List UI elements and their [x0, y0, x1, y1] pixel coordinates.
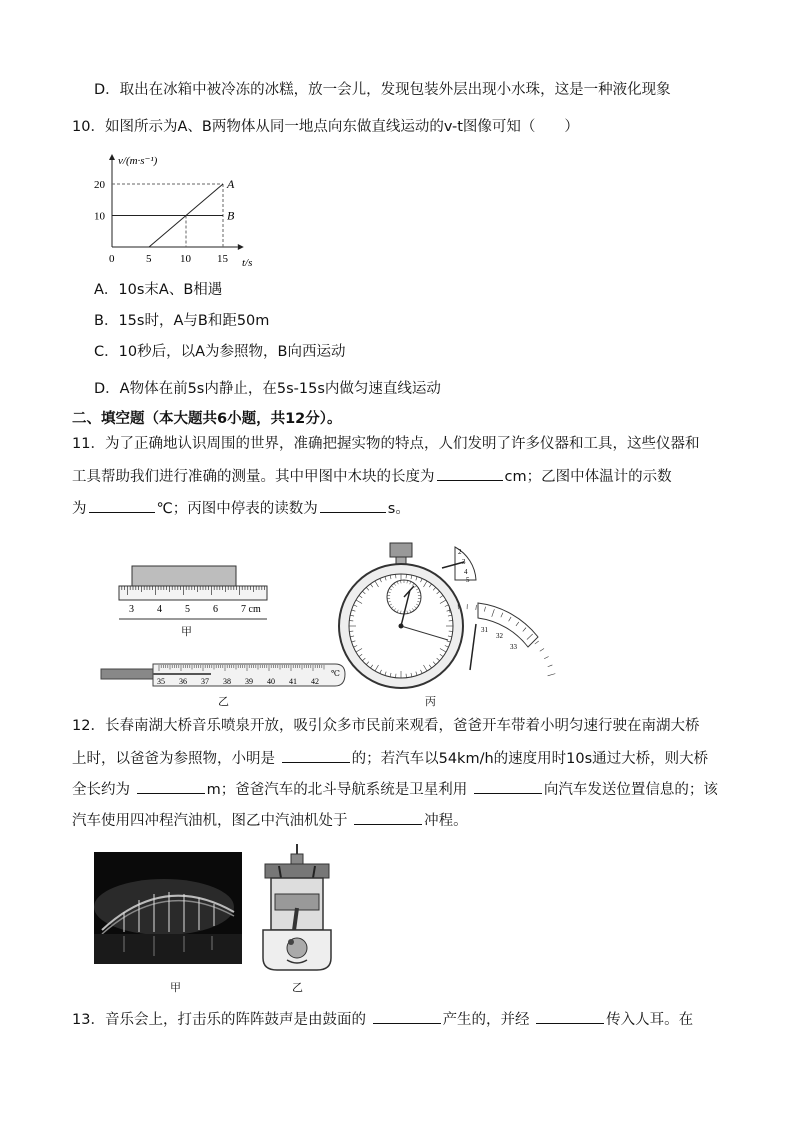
- x-axis-label: t/s: [242, 257, 253, 269]
- q11-line3-a: 为: [72, 501, 87, 517]
- x-tick-15: 15: [217, 253, 228, 265]
- thermo-label-39: 39: [245, 677, 253, 686]
- thermo-label-40: 40: [267, 677, 275, 686]
- cylinder-head: [265, 864, 329, 878]
- q12-line2-a: 上时，以爸爸为参照物，小明是: [72, 751, 275, 767]
- ruler-label-6: 6: [213, 604, 218, 615]
- bridge-fountain-photo: [94, 852, 242, 964]
- q11-line2: [72, 466, 672, 487]
- caption-yi-1: 乙: [218, 695, 229, 708]
- thermo-label-41: 41: [289, 677, 297, 686]
- caption-bing: 丙: [425, 695, 436, 708]
- x-tick-5: 5: [146, 253, 152, 265]
- y-axis-arrow: [109, 154, 115, 160]
- q10-stem: 10．如图所示为A、B两物体从同一地点向东做直线运动的v-t图像可知（ ）: [72, 119, 579, 135]
- inset-small-2: 2: [458, 548, 462, 556]
- q12-line4-a: 汽车使用四冲程汽油机，图乙中汽油机处于: [72, 813, 348, 829]
- q11-line3-c: s。: [387, 501, 410, 517]
- q12-line2: [72, 748, 708, 769]
- blank-bridge-length[interactable]: [137, 779, 205, 794]
- thermo-label-42: 42: [311, 677, 319, 686]
- q12-line3-a: 全长约为: [72, 782, 130, 798]
- q12-line2-b: 的；若汽车以54km/h的速度用时10s通过大桥，则大桥: [351, 751, 709, 767]
- q10-option-b: B．15s时，A与B和距50m: [94, 313, 270, 329]
- caption-jia-2: 甲: [170, 981, 181, 994]
- q11-line1: 11．为了正确地认识周围的世界，准确把握实物的特点，人们发明了许多仪器和工具，这些仪器和: [72, 436, 700, 452]
- thermo-label-38: 38: [223, 677, 231, 686]
- inset-small-3: 3: [462, 558, 466, 566]
- blank-wave[interactable]: [474, 779, 542, 794]
- q13-line1-a: 13．音乐会上，打击乐的阵阵鼓声是由鼓面的: [72, 1012, 366, 1028]
- q13-line1-b: 产生的，并经: [442, 1012, 530, 1028]
- blank-vibration[interactable]: [373, 1009, 441, 1024]
- q11-line3-b: ℃；丙图中停表的读数为: [156, 501, 318, 517]
- q9-option-d: D．取出在冰箱中被冷冻的冰糕，放一会儿，发现包装外层出现小水珠，这是一种液化现象: [94, 82, 671, 98]
- thermo-label-35: 35: [157, 677, 165, 686]
- q12-line3-c: 向汽车发送位置信息的；该: [543, 782, 718, 798]
- inset-large-scale: [478, 603, 538, 647]
- q12-line3: [72, 779, 718, 800]
- thermo-label-36: 36: [179, 677, 187, 686]
- x-tick-0: 0: [109, 253, 115, 265]
- thermometer-figure: [93, 660, 353, 692]
- caption-jia-1: 甲: [181, 625, 192, 638]
- wood-block: [132, 566, 236, 586]
- blank-temperature[interactable]: [89, 498, 155, 513]
- q10-option-c: C．10秒后，以A为参照物，B向西运动: [94, 344, 346, 360]
- blank-medium[interactable]: [536, 1009, 604, 1024]
- caption-yi-2: 乙: [292, 981, 303, 994]
- ruler-label-3: 3: [129, 604, 134, 615]
- q11-line3: [72, 498, 410, 519]
- inset-small-4: 4: [464, 568, 468, 576]
- blank-length[interactable]: [437, 466, 503, 481]
- stopwatch-figure: [338, 540, 558, 690]
- q12-line4-b: 冲程。: [424, 813, 468, 829]
- piston: [275, 894, 319, 910]
- thermo-label-37: 37: [201, 677, 209, 686]
- ruler-label-5: 5: [185, 604, 190, 615]
- ruler-figure: [113, 560, 283, 630]
- q10-option-a: A．10s末A、B相遇: [94, 282, 223, 298]
- q11-line2-b: cm；乙图中体温计的示数: [504, 469, 672, 485]
- blank-reference[interactable]: [282, 748, 350, 763]
- inset-large-31: 31: [481, 626, 488, 634]
- series-label-A: A: [227, 177, 235, 191]
- q13-line1: [72, 1009, 693, 1030]
- y-tick-10: 10: [94, 210, 105, 223]
- vt-graph: [92, 150, 272, 272]
- thermo-unit: ℃: [331, 669, 340, 678]
- blank-stroke[interactable]: [354, 810, 422, 825]
- series-label-B: B: [227, 208, 235, 223]
- ruler-label-4: 4: [157, 604, 162, 615]
- section-title: 二、填空题（本大题共6小题，共12分）。: [72, 411, 342, 427]
- q12-line4: [72, 810, 468, 831]
- thermometer-stem: [101, 669, 156, 679]
- blank-stopwatch[interactable]: [320, 498, 386, 513]
- q10-option-d: D．A物体在前5s内静止，在5s-15s内做匀速直线运动: [94, 381, 441, 397]
- inset-small-5: 5: [466, 576, 470, 584]
- q13-line1-c: 传入人耳。在: [606, 1012, 694, 1028]
- inset-large-33: 33: [510, 643, 517, 651]
- x-axis-arrow: [238, 244, 244, 250]
- x-tick-10: 10: [180, 253, 191, 265]
- q11-line2-a: 工具帮助我们进行准确的测量。其中甲图中木块的长度为: [72, 469, 435, 485]
- inset-large-32: 32: [496, 632, 503, 640]
- stopwatch-crown: [390, 543, 412, 557]
- engine-diagram: [257, 842, 337, 972]
- ruler-label-7: 7 cm: [241, 604, 261, 615]
- q12-line1: 12．长春南湖大桥音乐喷泉开放，吸引众多市民前来观看，爸爸开车带着小明匀速行驶在南湖大桥: [72, 718, 700, 734]
- y-axis-label: v/(m·s⁻¹): [118, 155, 158, 167]
- y-tick-20: 20: [94, 179, 105, 191]
- q12-line3-b: m；爸爸汽车的北斗导航系统是卫星利用: [206, 782, 468, 798]
